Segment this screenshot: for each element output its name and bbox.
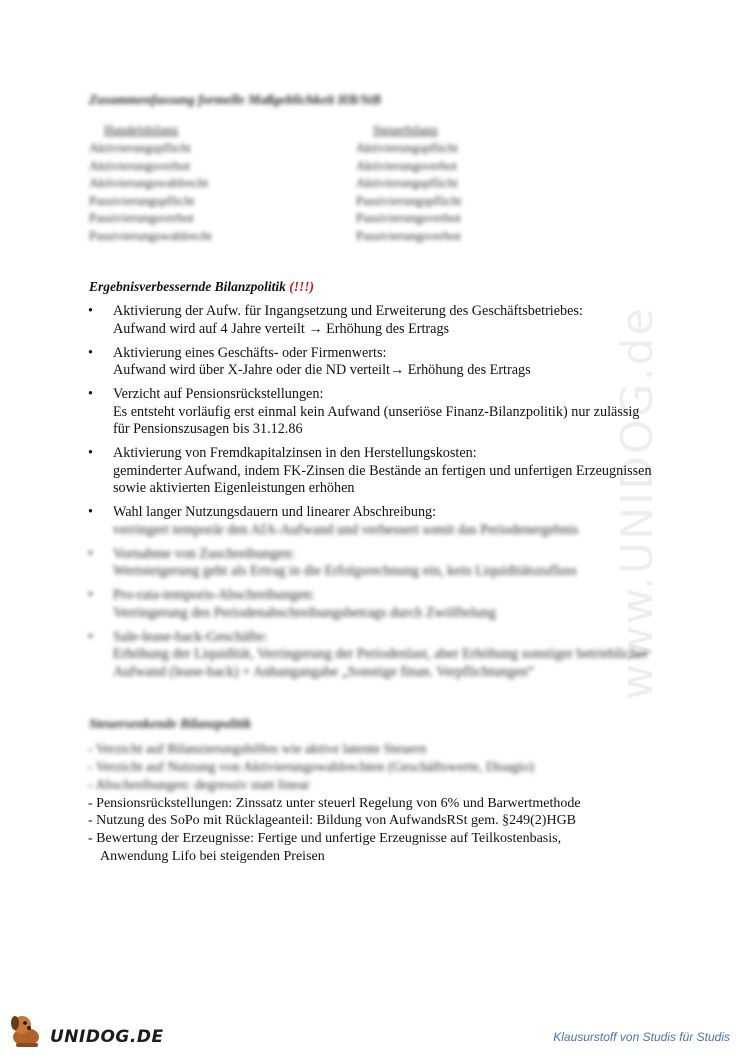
list-item: Aktivierungspflicht: [356, 140, 458, 155]
section-heading-steuersenkend: Steuersenkende Bilanzpolitik: [89, 716, 252, 731]
steuerbilanz-list: [356, 139, 461, 244]
footer-tagline: Klausurstoff von Studis für Studis: [553, 1030, 730, 1044]
handelsbilanz-list: [89, 139, 212, 244]
list-item: - Bewertung der Erzeugnisse: Fertige und unfertige Erzeugnisse auf Teilkostenbasis,: [88, 831, 562, 846]
list-item: • Wahl langer Nutzungsdauern und linearer Abschreibung: verringert temporär den AfA-Aufwand und verbessert somit das Periodenergebnis: [88, 504, 658, 539]
list-item: - Abschreibungen: degressiv statt linear: [88, 778, 310, 793]
logo-text: UNIDOG.DE: [50, 1027, 164, 1047]
dog-icon: [8, 1011, 52, 1051]
list-item: • Verzicht auf Pensionsrückstellungen: Es entsteht vorläufig erst einmal kein Aufwand (unseriöse Finanz-Bilanzpolitik) nur zulässig für Pensionszusagen bis 31.12.86: [88, 386, 658, 439]
list-item: Passivierungsverbot: [356, 227, 461, 243]
list-item: • Pro-rata-temporis-Abschreibungen: Verringerung des Periodenabschreibungsbetrags durch Zwölftelung: [88, 587, 658, 622]
column-header-steuerbilanz: Steuerbilanz: [373, 122, 438, 137]
list-item: - Nutzung des SoPo mit Rücklageanteil: Bildung von AufwandsRSt gem. §249(2)HGB: [88, 813, 577, 828]
list-item: • Aktivierung von Fremdkapitalzinsen in den Herstellungskosten: geminderter Aufwand, indem FK-Zinsen die Bestände an fertigen und unfertigen Erzeugnissen sowie aktivierten Eigenleistungen erhöhen: [88, 445, 658, 498]
list-item: Passivierungswahlrecht: [89, 227, 212, 243]
list-item: Aktivierungspflicht: [356, 175, 458, 190]
bilanzpolitik-list: [88, 303, 658, 688]
section-heading-ergebnisverbessernd: Ergebnisverbessernde Bilanzpolitik (!!!): [89, 279, 315, 294]
list-item: Aktivierungsverbot: [89, 157, 191, 173]
emphasis-mark: (!!!): [289, 279, 315, 294]
list-item: Aktivierungsverbot: [356, 157, 458, 173]
list-item: - Verzicht auf Bilanzierungshilfen wie aktive latente Steuern: [88, 742, 427, 757]
watermark: www.UNIDOG.de: [612, 306, 663, 700]
list-item: • Aktivierung der Aufw. für Ingangsetzung und Erweiterung des Geschäftsbetriebes: Aufwand wird auf 4 Jahre verteilt → Erhöhung des Ertrags: [88, 303, 658, 338]
list-item: Aktivierungswahlrecht: [89, 175, 209, 190]
unidog-logo: [8, 1011, 164, 1051]
list-item: Passivierungsverbot: [89, 210, 194, 225]
list-item: Passivierungsverbot: [356, 210, 461, 225]
list-item: • Aktivierung eines Geschäfts- oder Firmenwerts: Aufwand wird über X-Jahre oder die ND verteilt→ Erhöhung des Ertrags: [88, 345, 658, 380]
list-item: • Sale-lease-back-Geschäfte: Erhöhung der Liquidität, Verringerung der Periodenlast, aber Erhöhung sonstiger betrieblicher Aufwand (lease-back) + Anhangangabe „Sonstige finan. Verpflichtungen“: [88, 629, 658, 682]
column-header-handelsbilanz: Handelsbilanz: [104, 122, 179, 137]
list-item: - Verzicht auf Nutzung von Aktivierungswahlrechten (Geschäftswerte, Disagio): [88, 760, 535, 775]
list-item: Aktivierungspflicht: [89, 140, 191, 155]
section-heading-massgeblichkeit: Zusammenfassung formelle Maßgeblichkeit HB/StB: [89, 92, 382, 107]
list-item: Passivierungspflicht: [356, 192, 462, 208]
list-item-continuation: Anwendung Lifo bei steigenden Preisen: [100, 849, 325, 864]
list-item: • Vornahme von Zuschreibungen: Wertsteigerung geht als Ertrag in die Erfolgsrechnung ein, kein Liquiditätszufluss: [88, 546, 658, 581]
list-item: Passivierungspflicht: [89, 192, 195, 208]
list-item: - Pensionsrückstellungen: Zinssatz unter steuerl Regelung von 6% und Barwertmethode: [88, 796, 581, 811]
